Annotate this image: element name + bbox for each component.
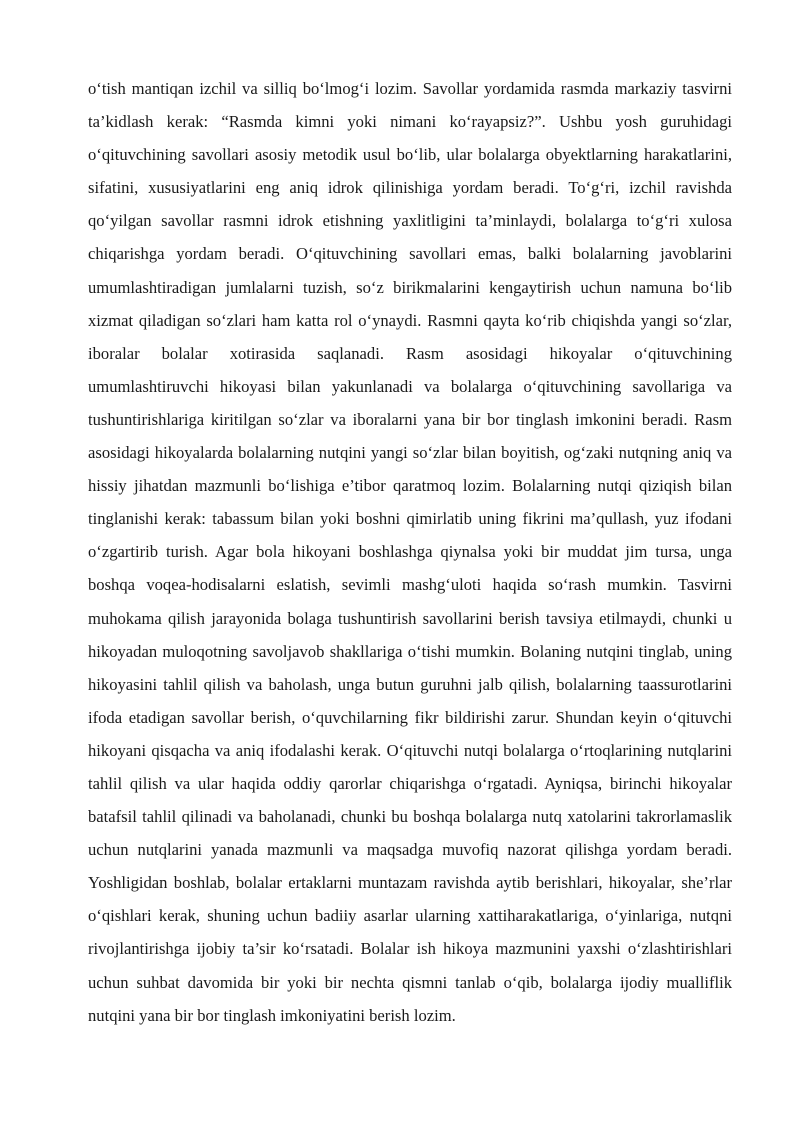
text-line: hikoyani qisqacha va aniq ifodalashi kerak. O‘qituvchi nutqi bolalarga o‘rtoqlarining nutqlarini (88, 740, 732, 760)
document-body (88, 72, 732, 1032)
text-line: ifoda etadigan savollar berish, o‘quvchilarning fikr bildirishi zarur. Shundan keyin o‘qituvchi (88, 707, 732, 727)
text-line: tushuntirishlariga kiritilgan so‘zlar va iboralarni yana bir bor tinglash imkonini beradi. Rasm (88, 409, 732, 429)
text-line: xizmat qiladigan so‘zlari ham katta rol o‘ynaydi. Rasmni qayta ko‘rib chiqishda yangi so‘zlar, (88, 310, 732, 330)
text-line: o‘qituvchining savollari asosiy metodik usul bo‘lib, ular bolalarga obyektlarning harakatlarini, (88, 145, 732, 165)
text-line: tahlil qilish va ular haqida oddiy qarorlar chiqarishga o‘rgatadi. Ayniqsa, birinchi hikoyalar (88, 773, 732, 793)
text-line: umumlashtiradigan jumlalarni tuzish, so‘z birikmalarini kengaytirish uchun namuna bo‘lib (88, 277, 732, 297)
text-line: o‘zgartirib turish. Agar bola hikoyani boshlashga qiynalsa yoki bir muddat jim tursa, unga (88, 542, 732, 562)
text-line: qo‘yilgan savollar rasmni idrok etishning yaxlitligini ta’minlaydi, bolalarga to‘g‘ri xulosa (88, 211, 732, 231)
text-line: Yoshligidan boshlab, bolalar ertaklarni muntazam ravishda aytib berishlari, hikoyalar, she’rlar (88, 873, 732, 893)
text-line: nutqini yana bir bor tinglash imkoniyatini berish lozim. (88, 1005, 456, 1025)
text-line: hikoyadan muloqotning savoljavob shakllariga o‘tishi mumkin. Bolaning nutqini tinglab, uning (88, 641, 732, 661)
text-line: uchun suhbat davomida bir yoki bir nechta qismni tanlab o‘qib, bolalarga ijodiy mualliflik (88, 972, 732, 992)
text-line: sifatini, xususiyatlarini eng aniq idrok qilinishiga yordam beradi. To‘g‘ri, izchil ravishda (88, 178, 732, 198)
text-line: hissiy jihatdan mazmunli bo‘lishiga e’tibor qaratmoq lozim. Bolalarning nutqi qiziqish bilan (88, 476, 732, 496)
text-line: o‘qishlari kerak, shuning uchun badiiy asarlar ularning xattiharakatlariga, o‘yinlariga, nutqni (88, 906, 732, 926)
text-line: batafsil tahlil qilinadi va baholanadi, chunki bu boshqa bolalarga nutq xatolarini takrorlamaslik (88, 807, 732, 827)
text-line: iboralar bolalar xotirasida saqlanadi. Rasm asosidagi hikoyalar o‘qituvchining (88, 343, 732, 363)
text-line: rivojlantirishga ijobiy ta’sir ko‘rsatadi. Bolalar ish hikoya mazmunini yaxshi o‘zlashtirishlari (88, 939, 732, 959)
text-line: tinglanishi kerak: tabassum bilan yoki boshni qimirlatib uning fikrini ma’qullash, yuz ifodani (88, 509, 732, 529)
text-line: chiqarishga yordam beradi. O‘qituvchining savollari emas, balki bolalarning javoblarini (88, 244, 732, 264)
text-line: asosidagi hikoyalarda bolalarning nutqini yangi so‘zlar bilan boyitish, og‘zaki nutqning aniq va (88, 443, 732, 463)
text-line: uchun nutqlarini yanada mazmunli va maqsadga muvofiq nazorat qilishga yordam beradi. (88, 840, 732, 860)
text-line: hikoyasini tahlil qilish va baholash, unga butun guruhni jalb qilish, bolalarning taassurotlarini (88, 674, 732, 694)
text-line: umumlashtiruvchi hikoyasi bilan yakunlanadi va bolalarga o‘qituvchining savollariga va (88, 376, 732, 396)
text-line: boshqa voqea-hodisalarni eslatish, sevimli mashg‘uloti haqida so‘rash mumkin. Tasvirni (88, 575, 732, 595)
text-line: muhokama qilish jarayonida bolaga tushuntirish savollarini berish tavsiya etilmaydi, chunki u (88, 608, 732, 628)
text-line: o‘tish mantiqan izchil va silliq bo‘lmog‘i lozim. Savollar yordamida rasmda markaziy tasvirni (88, 79, 732, 98)
text-line: ta’kidlash kerak: “Rasmda kimni yoki nimani ko‘rayapsiz?”. Ushbu yosh guruhidagi (88, 112, 732, 132)
